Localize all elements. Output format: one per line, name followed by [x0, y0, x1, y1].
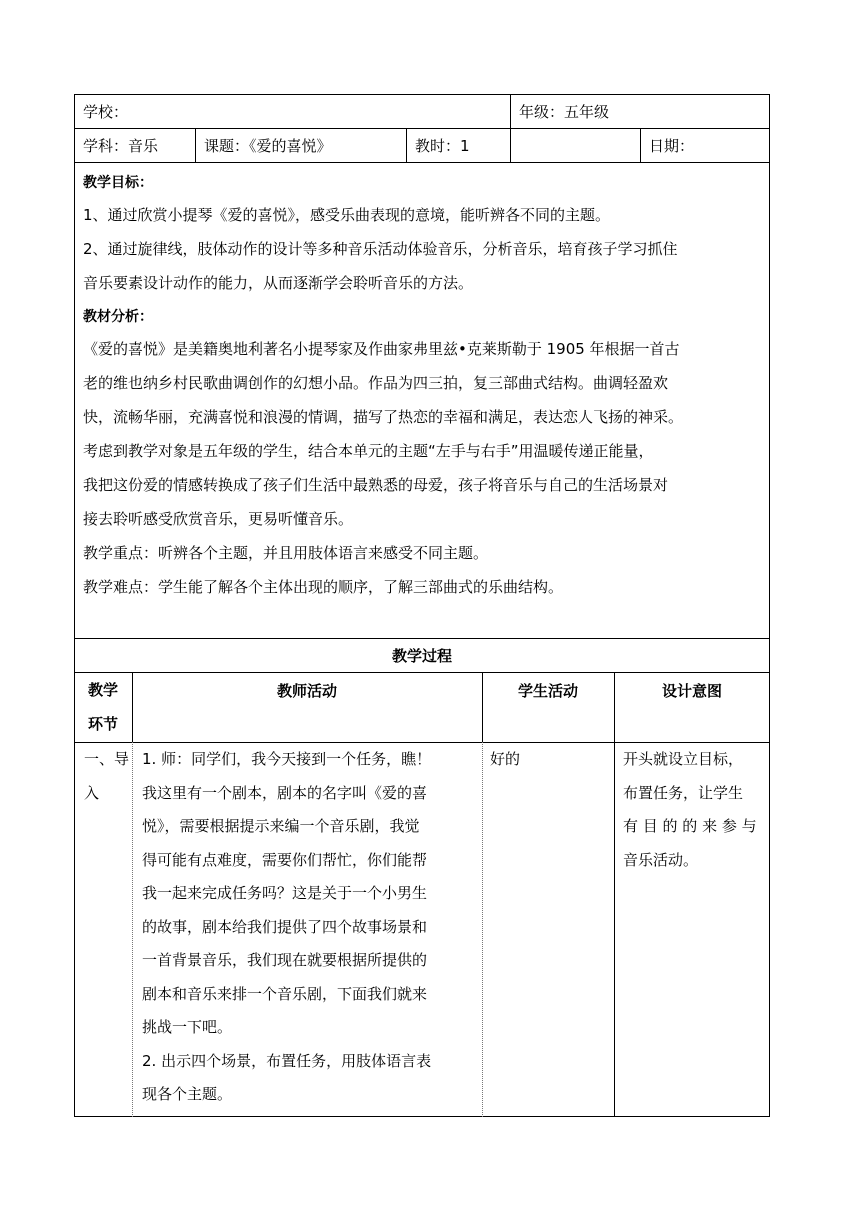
column-header-design: 设计意图: [661, 682, 722, 700]
col-divider-student-row: [614, 742, 615, 1117]
col-divider-stage-dotted: [132, 742, 133, 1117]
subject-label: 学科：音乐: [83, 137, 159, 155]
column-header-teacher: 教师活动: [276, 682, 337, 700]
goals-heading: 教学目标：: [83, 175, 153, 191]
col-divider-date: [640, 128, 641, 162]
col-divider-teacher-dotted: [482, 742, 483, 1117]
col-divider-topic: [195, 128, 196, 162]
column-header-stage: 教学 环节: [87, 681, 118, 733]
row-stage-intro: 一、导 入: [84, 750, 130, 802]
key-point: 教学重点：听辨各个主题，并且用肢体语言来感受不同主题。: [83, 544, 489, 562]
col-divider-periods: [406, 128, 407, 162]
goal-item-1: 1、通过欣赏小提琴《爱的喜悦》，感受乐曲表现的意境，能听辨各不同的主题。: [83, 206, 611, 224]
row-design-intent: 开头就设立目标， 布置任务，让学生 有 目 的 的 来 参 与 音乐活动。: [623, 750, 757, 869]
school-label: 学校：: [83, 103, 129, 121]
analysis-heading: 教材分析：: [83, 309, 153, 325]
column-header-student: 学生活动: [517, 682, 578, 700]
row-divider-4: [74, 672, 770, 673]
row-divider-1: [74, 128, 770, 129]
topic-label: 课题：《爱的喜悦》: [204, 137, 332, 155]
date-label: 日期：: [649, 137, 695, 155]
row-student-activity: 好的: [490, 750, 521, 768]
col-divider-grade: [510, 94, 511, 162]
row-teacher-activity: 1. 师：同学们，我今天接到一个任务，瞧！ 我这里有一个剧本，剧本的名字叫《爱的喜 悦》，需要根据提示来编一个音乐剧，我觉 得可能有点难度，需要你们帮忙，你们能帮 我一起来完成任务吗？这是关于一个小男生 的故事，剧本给我们提供了四个故事场景和 一首背景音乐，我们现在就要根据所提供的 剧本和音乐来排一个音乐剧，下面我们就来 挑战一下吧。 2. 出示四个场景，布置任务，用肢体语言表 现各个主题。: [142, 750, 432, 1103]
grade-label: 年级：五年级: [519, 103, 610, 121]
row-divider-2: [74, 162, 770, 163]
analysis-body: 《爱的喜悦》是美籍奥地利著名小提琴家及作曲家弗里兹•克莱斯勒于 1905 年根据一首古 老的维也纳乡村民歌曲调创作的幻想小品。作品为四三拍，复三部曲式结构。曲调轻盈欢 快，流畅华丽，充满喜悦和浪漫的情调，描写了热恋的幸福和满足，表达恋人飞扬的神采。 考虑到教学对象是五年级的学生，结合本单元的主题“左手与右手”用温暖传递正能量， 我把这份爱的情感转换成了孩子们生活中最熟悉的母爱，孩子将音乐与自己的生活场景对 接去聆听感受欣赏音乐，更易听懂音乐。: [83, 340, 684, 528]
goal-item-2: 2、通过旋律线，肢体动作的设计等多种音乐活动体验音乐，分析音乐，培育孩子学习抓住 音乐要素设计动作的能力，从而逐渐学会聆听音乐的方法。: [83, 240, 678, 292]
difficulty-point: 教学难点：学生能了解各个主体出现的顺序，了解三部曲式的乐曲结构。: [83, 578, 564, 596]
periods-label: 教时：1: [415, 137, 470, 155]
process-title: 教学过程: [391, 647, 452, 665]
row-divider-3: [74, 638, 770, 639]
